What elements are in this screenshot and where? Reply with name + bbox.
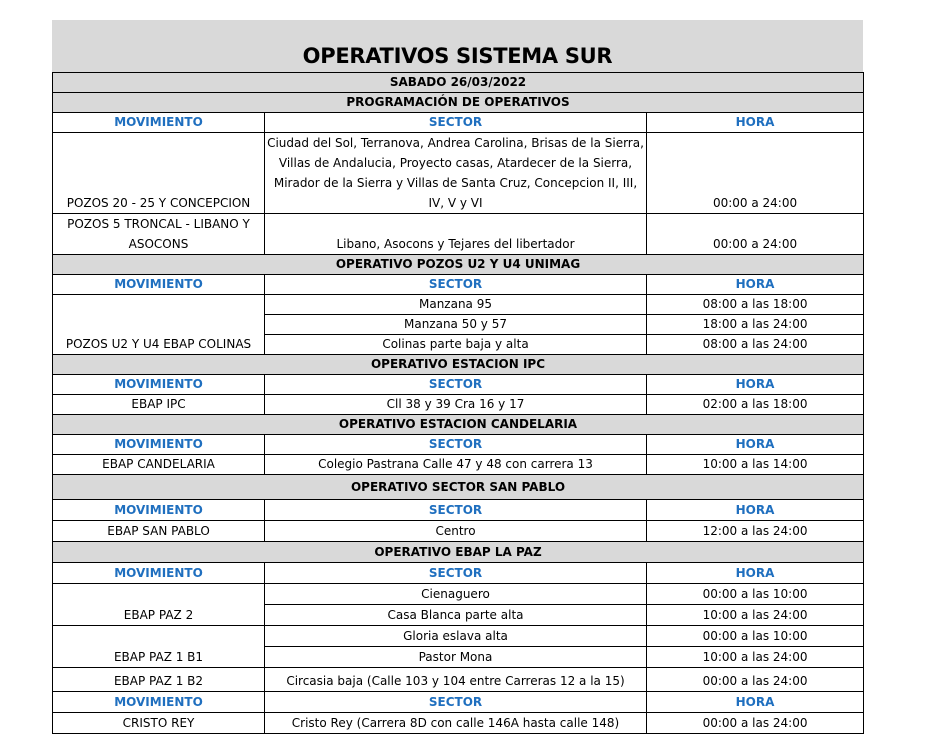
table-row: [53, 668, 864, 692]
cell-hora: 00:00 a las 24:00: [647, 713, 864, 734]
cell-hora: 08:00 a las 18:00: [647, 295, 864, 315]
header-sector: SECTOR: [265, 563, 647, 584]
header-movimiento: MOVIMIENTO: [53, 435, 265, 455]
cell-hora: 12:00 a las 24:00: [647, 521, 864, 542]
header-movimiento: MOVIMIENTO: [53, 500, 265, 521]
cell-hora: 10:00 a las 14:00: [647, 455, 864, 475]
header-hora: HORA: [647, 563, 864, 584]
section-title: OPERATIVO ESTACION CANDELARIA: [53, 415, 864, 435]
table-row: [53, 626, 864, 647]
cell-movimiento: EBAP IPC: [53, 395, 265, 415]
cell-sector: Colegio Pastrana Calle 47 y 48 con carrera 13: [265, 455, 647, 475]
header-hora: HORA: [647, 435, 864, 455]
operations-table: [52, 72, 864, 734]
date-banner: SABADO 26/03/2022: [53, 73, 864, 93]
cell-movimiento: EBAP PAZ 2: [53, 584, 265, 626]
cell-sector: Gloria eslava alta: [265, 626, 647, 647]
cell-movimiento: EBAP PAZ 1 B1: [53, 626, 265, 668]
cell-sector: Ciudad del Sol, Terranova, Andrea Carolina, Brisas de la Sierra, Villas de Andalucia, Proyecto casas, Atardecer de la Sierra, Mirador de la Sierra y Villas de Santa Cruz, Concepcion II, III, IV, V y VI: [265, 133, 647, 214]
header-hora: HORA: [647, 113, 864, 133]
cell-sector: Manzana 95: [265, 295, 647, 315]
cell-sector: Pastor Mona: [265, 647, 647, 668]
cell-hora: 08:00 a las 24:00: [647, 335, 864, 355]
header-hora: HORA: [647, 375, 864, 395]
header-movimiento: MOVIMIENTO: [53, 113, 265, 133]
cell-movimiento: POZOS U2 Y U4 EBAP COLINAS: [53, 295, 265, 355]
cell-movimiento: CRISTO REY: [53, 713, 265, 734]
cell-sector: Cienaguero: [265, 584, 647, 605]
header-hora: HORA: [647, 692, 864, 713]
section-title: OPERATIVO ESTACION IPC: [53, 355, 864, 375]
cell-hora: 10:00 a las 24:00: [647, 605, 864, 626]
cell-hora: 02:00 a las 18:00: [647, 395, 864, 415]
header-sector: SECTOR: [265, 435, 647, 455]
cell-hora: 00:00 a 24:00: [647, 133, 864, 214]
cell-sector: Colinas parte baja y alta: [265, 335, 647, 355]
table-row: [53, 395, 864, 415]
cell-sector: Cristo Rey (Carrera 8D con calle 146A hasta calle 148): [265, 713, 647, 734]
cell-sector: Libano, Asocons y Tejares del libertador: [265, 214, 647, 255]
cell-sector: Casa Blanca parte alta: [265, 605, 647, 626]
cell-sector: Centro: [265, 521, 647, 542]
table-row: [53, 214, 864, 255]
table-row: [53, 521, 864, 542]
section-title: OPERATIVO POZOS U2 Y U4 UNIMAG: [53, 255, 864, 275]
section-title: PROGRAMACIÓN DE OPERATIVOS: [53, 93, 864, 113]
header-sector: SECTOR: [265, 692, 647, 713]
table-row: [53, 133, 864, 214]
header-hora: HORA: [647, 275, 864, 295]
cell-hora: 18:00 a las 24:00: [647, 315, 864, 335]
cell-movimiento: EBAP PAZ 1 B2: [53, 668, 265, 692]
header-sector: SECTOR: [265, 500, 647, 521]
cell-movimiento: POZOS 20 - 25 Y CONCEPCION: [53, 133, 265, 214]
section-title: OPERATIVO SECTOR SAN PABLO: [53, 475, 864, 500]
cell-hora: 00:00 a 24:00: [647, 214, 864, 255]
page-title: OPERATIVOS SISTEMA SUR: [52, 20, 863, 72]
cell-movimiento: EBAP SAN PABLO: [53, 521, 265, 542]
header-movimiento: MOVIMIENTO: [53, 275, 265, 295]
cell-hora: 00:00 a las 10:00: [647, 584, 864, 605]
header-sector: SECTOR: [265, 375, 647, 395]
document-sheet: [52, 20, 863, 734]
header-movimiento: MOVIMIENTO: [53, 375, 265, 395]
cell-sector: Cll 38 y 39 Cra 16 y 17: [265, 395, 647, 415]
table-row: [53, 295, 864, 315]
header-sector: SECTOR: [265, 275, 647, 295]
cell-movimiento: EBAP CANDELARIA: [53, 455, 265, 475]
cell-sector: Manzana 50 y 57: [265, 315, 647, 335]
cell-movimiento: POZOS 5 TRONCAL - LIBANO Y ASOCONS: [53, 214, 265, 255]
header-hora: HORA: [647, 500, 864, 521]
table-row: [53, 713, 864, 734]
cell-sector: Circasia baja (Calle 103 y 104 entre Carreras 12 a la 15): [265, 668, 647, 692]
header-sector: SECTOR: [265, 113, 647, 133]
cell-hora: 00:00 a las 10:00: [647, 626, 864, 647]
table-row: [53, 455, 864, 475]
cell-hora: 10:00 a las 24:00: [647, 647, 864, 668]
header-movimiento: MOVIMIENTO: [53, 563, 265, 584]
table-row: [53, 584, 864, 605]
cell-hora: 00:00 a las 24:00: [647, 668, 864, 692]
section-title: OPERATIVO EBAP LA PAZ: [53, 542, 864, 563]
header-movimiento: MOVIMIENTO: [53, 692, 265, 713]
